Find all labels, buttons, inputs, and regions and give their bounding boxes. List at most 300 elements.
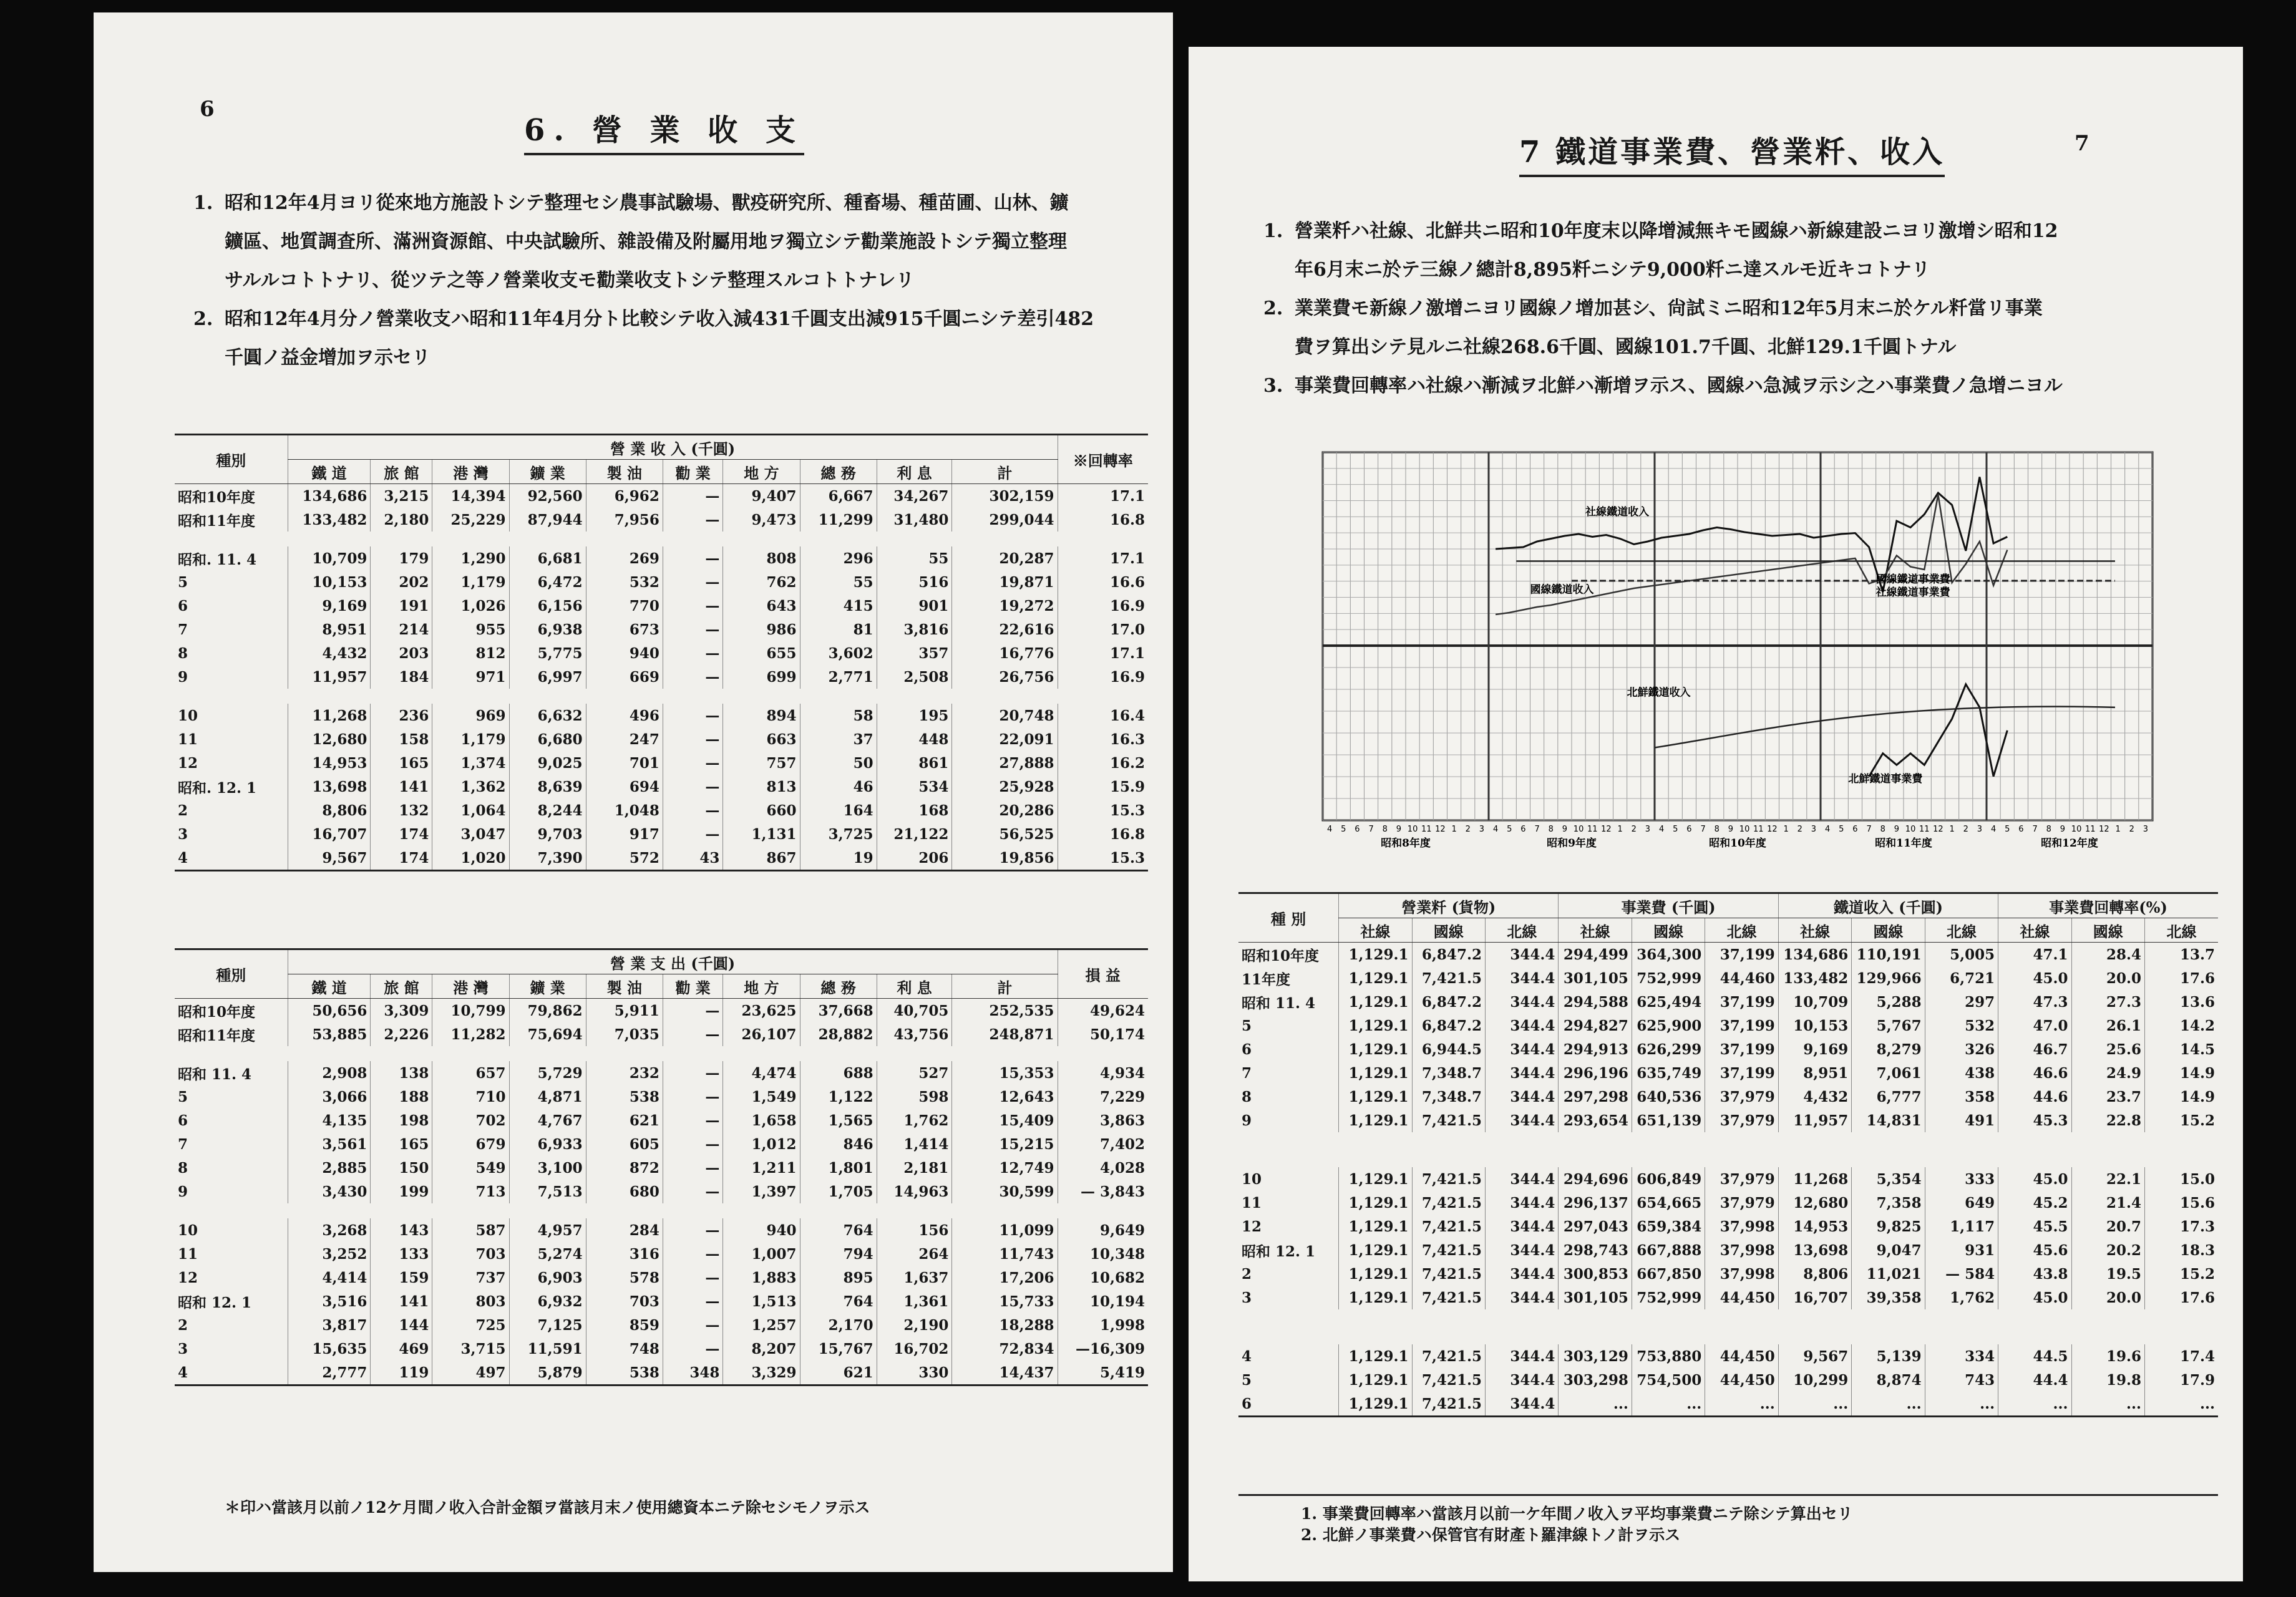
table-row (1238, 1238, 2218, 1262)
cell: 12,680 (1778, 1191, 1851, 1215)
cell: 11,957 (288, 665, 371, 689)
cell: 680 (586, 1180, 663, 1203)
month-tick: 2 (1797, 825, 1802, 834)
month-tick: 11 (1587, 825, 1598, 834)
cell: 43 (663, 846, 723, 871)
cell: ... (1559, 1392, 1632, 1417)
cell-extra: 7,402 (1058, 1132, 1148, 1156)
month-tick: 8 (2046, 825, 2051, 834)
cell: 867 (723, 846, 800, 871)
cell: 6,933 (509, 1132, 586, 1156)
month-tick: 6 (1355, 825, 1360, 834)
cell: 4,135 (288, 1109, 371, 1132)
table-row (175, 775, 1148, 798)
cell: 37,668 (800, 999, 877, 1023)
note-text: 業業費モ新線ノ激增ニヨリ國線ノ增加甚シ、尙試ミニ昭和12年5月末ニ於ケル粁當リ事業 (1295, 298, 2043, 319)
cell: 9,025 (509, 751, 586, 775)
cell: 448 (877, 727, 952, 751)
cell: 527 (877, 1061, 952, 1085)
cell: 516 (877, 570, 952, 594)
cell: — (663, 999, 723, 1023)
month-tick: 6 (1686, 825, 1692, 834)
cell: 1,048 (586, 798, 663, 822)
cell: 23.7 (2071, 1085, 2144, 1109)
cell: 15.6 (2145, 1191, 2219, 1215)
note-text: サルルコトトナリ、從ツテ之等ノ營業收支モ勸業收支トシテ整理スルコトトナレリ (225, 269, 915, 291)
cell: — (663, 1156, 723, 1180)
row-label: 3 (178, 1340, 188, 1357)
cell: 663 (723, 727, 800, 751)
cell: 47.3 (1998, 990, 2071, 1014)
month-tick: 3 (1977, 825, 1983, 834)
cell: 14.2 (2145, 1014, 2219, 1037)
row-label: 7 (178, 1135, 188, 1153)
note-text: 事業費回轉率ハ社線ハ漸減ヲ北鮮ハ漸增ヲ示ス、國線ハ急減ヲ示シ之ハ事業費ノ急增ニヨル (1295, 375, 2063, 397)
column-header: 國線 (1852, 918, 1925, 943)
note-line (193, 300, 1094, 339)
note-line (193, 223, 1067, 261)
cell-extra: 10,682 (1058, 1266, 1148, 1289)
table-row (175, 484, 1148, 508)
month-tick: 8 (1880, 825, 1885, 834)
cell: 11,957 (1778, 1109, 1851, 1132)
cell-extra: 5,419 (1058, 1361, 1148, 1386)
cell: 6,667 (800, 484, 877, 508)
note-number: 2. (1263, 298, 1283, 319)
column-header: 社線 (1339, 918, 1412, 943)
month-tick: 10 (2071, 825, 2082, 834)
cell: 8,244 (509, 798, 586, 822)
cell: 37 (800, 727, 877, 751)
cell: 969 (432, 704, 509, 727)
cell: 248,871 (952, 1022, 1058, 1046)
column-header: 旅 館 (371, 974, 432, 999)
cell: 655 (723, 641, 800, 665)
cell: 657 (432, 1061, 509, 1085)
year-label: 昭和12年度 (2041, 837, 2098, 850)
cell: 659,384 (1632, 1215, 1705, 1238)
cell: 1,129.1 (1339, 1368, 1412, 1392)
month-tick: 2 (2129, 825, 2134, 834)
cell: 940 (723, 1218, 800, 1242)
cell: 6,847.2 (1412, 1014, 1485, 1037)
cell: 333 (1925, 1167, 1998, 1191)
cell: 11,743 (952, 1242, 1058, 1266)
cell: 3,268 (288, 1218, 371, 1242)
cell: — (663, 751, 723, 775)
cell: 986 (723, 618, 800, 641)
series-label: 國線鐵道事業費 (1875, 573, 1950, 586)
cell: 752,999 (1632, 1286, 1705, 1309)
cell: 75,694 (509, 1022, 586, 1046)
cell: ... (1852, 1392, 1925, 1417)
cell: 940 (586, 641, 663, 665)
cell: 1,129.1 (1339, 1061, 1412, 1085)
footnote: ＊印ハ當該月以前ノ12ケ月間ノ收入合計金額ヲ當該月末ノ使用總資本ニテ除セシモノヲ示ス (225, 1498, 870, 1517)
cell: 144 (371, 1313, 432, 1337)
row-label: 4 (1242, 1347, 1252, 1365)
row-label: 6 (1238, 1392, 1339, 1417)
cell: 150 (371, 1156, 432, 1180)
cell: 654,665 (1632, 1191, 1705, 1215)
cell: 299,044 (952, 508, 1058, 532)
cell: 532 (1925, 1014, 1998, 1037)
cell: 165 (371, 1132, 432, 1156)
cell: 703 (586, 1289, 663, 1313)
cell: 344.4 (1485, 1037, 1558, 1061)
cell: 44,450 (1705, 1368, 1778, 1392)
cell: 2,170 (800, 1313, 877, 1337)
cell: 3,066 (288, 1085, 371, 1109)
cell: 770 (586, 594, 663, 618)
cell: 344.4 (1485, 966, 1558, 990)
cell: 10,299 (1778, 1368, 1851, 1392)
month-tick: 3 (2143, 825, 2149, 834)
cell: 301,105 (1559, 966, 1632, 990)
cell: 156 (877, 1218, 952, 1242)
cell: 55 (800, 570, 877, 594)
cell: 11,268 (288, 704, 371, 727)
year-label: 昭和10年度 (1709, 837, 1766, 850)
cell: 7,421.5 (1412, 1109, 1485, 1132)
cell: 1,362 (432, 775, 509, 798)
cell: 79,862 (509, 999, 586, 1023)
month-tick: 11 (1753, 825, 1764, 834)
year-label: 昭和8年度 (1381, 837, 1431, 850)
table-row (175, 1266, 1148, 1289)
cell: 44,450 (1705, 1286, 1778, 1309)
group-header: 營 業 支 出 (千圓) (288, 949, 1058, 974)
cell: 37,979 (1705, 1085, 1778, 1109)
month-tick: 12 (1435, 825, 1446, 834)
cell-extra: 15.3 (1058, 798, 1148, 822)
month-tick: 3 (1479, 825, 1485, 834)
cell: 812 (432, 641, 509, 665)
cell: — 584 (1925, 1262, 1998, 1286)
note-number: 1. (1263, 220, 1283, 242)
row-label: 9 (1242, 1112, 1252, 1129)
cell: — (663, 594, 723, 618)
cell: 2,885 (288, 1156, 371, 1180)
cell: 3,516 (288, 1289, 371, 1313)
cell: 14.5 (2145, 1037, 2219, 1061)
note-text: 昭和12年4月分ノ營業收支ハ昭和11年4月分ト比較シテ收入減431千圓支出減915千圓ニシテ差引482 (225, 308, 1094, 330)
cell: 1,007 (723, 1242, 800, 1266)
cell: 673 (586, 618, 663, 641)
cell: 725 (432, 1313, 509, 1337)
cell: 1,290 (432, 546, 509, 570)
cell: 497 (432, 1361, 509, 1386)
line-chart (1298, 440, 2177, 852)
cell: 872 (586, 1156, 663, 1180)
table-row (175, 999, 1148, 1023)
cell-extra: 7,229 (1058, 1085, 1148, 1109)
cell: 1,565 (800, 1109, 877, 1132)
cell: 3,561 (288, 1132, 371, 1156)
cell: 8,806 (288, 798, 371, 822)
row-label: 8 (1242, 1088, 1252, 1105)
cell: 13.6 (2145, 990, 2219, 1014)
cell: 917 (586, 822, 663, 846)
cell: 9,169 (1778, 1037, 1851, 1061)
cell: 469 (371, 1337, 432, 1361)
table-row (175, 846, 1148, 871)
cell: 55 (877, 546, 952, 570)
cell: 24.9 (2071, 1061, 2144, 1085)
cell: 532 (586, 570, 663, 594)
footnote-rule (1238, 1494, 2218, 1496)
note-text: 年6月末ニ於テ三線ノ總計8,895粁ニシテ9,000粁ニ達スルモ近キコトナリ (1295, 259, 1930, 281)
cell: 37,199 (1705, 1014, 1778, 1037)
month-tick: 6 (1852, 825, 1858, 834)
cell: 357 (877, 641, 952, 665)
spacer (175, 532, 1148, 546)
note-line (1263, 328, 1956, 367)
table-row (1238, 1061, 2218, 1085)
cell: 284 (586, 1218, 663, 1242)
cell: 12,643 (952, 1085, 1058, 1109)
cell: 39,358 (1852, 1286, 1925, 1309)
cell: 14,831 (1852, 1109, 1925, 1132)
cell: — (663, 704, 723, 727)
column-header: 總 務 (800, 974, 877, 999)
cell: 7,513 (509, 1180, 586, 1203)
cell: 19 (800, 846, 877, 871)
cell: 7,421.5 (1412, 1262, 1485, 1286)
column-header: 北線 (1705, 918, 1778, 943)
cell: 300,853 (1559, 1262, 1632, 1286)
cell: 188 (371, 1085, 432, 1109)
cell: 27,888 (952, 751, 1058, 775)
cell: 1,020 (432, 846, 509, 871)
month-tick: 10 (1739, 825, 1750, 834)
month-tick: 7 (1700, 825, 1706, 834)
cell: 538 (586, 1085, 663, 1109)
table-row (175, 594, 1148, 618)
cell: 7,421.5 (1412, 1238, 1485, 1262)
cell: 45.6 (1998, 1238, 2071, 1262)
cell: 7,061 (1852, 1061, 1925, 1085)
cell: 813 (723, 775, 800, 798)
cell: 6,632 (509, 704, 586, 727)
group-header: 營業粁 (貨物) (1339, 893, 1559, 918)
cell: 179 (371, 546, 432, 570)
note-line (193, 339, 430, 377)
cell: 133,482 (1778, 966, 1851, 990)
cell: 15.0 (2145, 1167, 2219, 1191)
cell: 159 (371, 1266, 432, 1289)
cell: 1,129.1 (1339, 1037, 1412, 1061)
cell: 2,908 (288, 1061, 371, 1085)
cell: 7,421.5 (1412, 1167, 1485, 1191)
row-label: 6 (178, 1112, 188, 1129)
table-row (175, 618, 1148, 641)
cell: ... (2145, 1392, 2219, 1417)
cell: 1,026 (432, 594, 509, 618)
cell: 1,129.1 (1339, 1344, 1412, 1368)
cell: 247 (586, 727, 663, 751)
income-table (175, 434, 1148, 871)
cell: 344.4 (1485, 1344, 1558, 1368)
table-row (175, 1061, 1148, 1085)
column-header: 地 方 (723, 974, 800, 999)
column-header: 勸 業 (663, 460, 723, 484)
cell: 141 (371, 1289, 432, 1313)
row-label: 5 (178, 573, 188, 591)
cell: 11,268 (1778, 1167, 1851, 1191)
cell: 3,309 (371, 999, 432, 1023)
cell: 713 (432, 1180, 509, 1203)
row-label: 11 (1242, 1194, 1262, 1211)
cell: 1,129.1 (1339, 1109, 1412, 1132)
table-row (175, 1218, 1148, 1242)
cell: 129,966 (1852, 966, 1925, 990)
right-page (1189, 47, 2243, 1581)
cell: 119 (371, 1361, 432, 1386)
cell: 22,091 (952, 727, 1058, 751)
cell: 1,129.1 (1339, 1238, 1412, 1262)
cell: 45.3 (1998, 1109, 2071, 1132)
cell: 5,139 (1852, 1344, 1925, 1368)
cell: 621 (800, 1361, 877, 1386)
spacer (175, 689, 1148, 704)
table-row (175, 1289, 1148, 1313)
cell: 635,749 (1632, 1061, 1705, 1085)
cell: 37,998 (1705, 1238, 1778, 1262)
cell: 1,129.1 (1339, 1014, 1412, 1037)
cell: 20.7 (2071, 1215, 2144, 1238)
month-tick: 9 (1728, 825, 1734, 834)
cell: 491 (1925, 1109, 1998, 1132)
cell: 2,226 (371, 1022, 432, 1046)
note-number: 2. (193, 308, 213, 330)
cell: 87,944 (509, 508, 586, 532)
spacer (1238, 1309, 2218, 1344)
month-tick: 5 (1673, 825, 1678, 834)
cell: 15,353 (952, 1061, 1058, 1085)
cell: 3,816 (877, 618, 952, 641)
cell: 198 (371, 1109, 432, 1132)
cell: 6,680 (509, 727, 586, 751)
cell: 22,616 (952, 618, 1058, 641)
cell: 861 (877, 751, 952, 775)
cell: 27.3 (2071, 990, 2144, 1014)
column-header: 港 灣 (432, 974, 509, 999)
month-tick: 5 (1341, 825, 1346, 834)
cell: 6,997 (509, 665, 586, 689)
cell: 17.9 (2145, 1368, 2219, 1392)
cell: 6,932 (509, 1289, 586, 1313)
cell: 43,756 (877, 1022, 952, 1046)
cell: 20.0 (2071, 966, 2144, 990)
cell: 14.9 (2145, 1085, 2219, 1109)
page-number: 7 (2075, 131, 2089, 156)
group-header: 鐵道收入 (千圓) (1778, 893, 1998, 918)
table-row (1238, 1109, 2218, 1132)
month-tick: 12 (1601, 825, 1612, 834)
cell: 297 (1925, 990, 1998, 1014)
cell: 5,288 (1852, 990, 1925, 1014)
cell: 25,928 (952, 775, 1058, 798)
cell: 168 (877, 798, 952, 822)
cell-extra: 16.8 (1058, 508, 1148, 532)
cell: 438 (1925, 1061, 1998, 1085)
note-line (1263, 289, 2043, 328)
cell: 1,129.1 (1339, 1167, 1412, 1191)
cell: 10,709 (288, 546, 371, 570)
table-row (175, 1085, 1148, 1109)
cell: 643 (723, 594, 800, 618)
cell: 9,473 (723, 508, 800, 532)
cell: 296,196 (1559, 1061, 1632, 1085)
note-number: 1. (193, 192, 213, 214)
row-label: 12 (178, 754, 198, 772)
cell: 1,129.1 (1339, 1262, 1412, 1286)
cell: — (663, 641, 723, 665)
cell-extra: 50,174 (1058, 1022, 1148, 1046)
cell: 3,602 (800, 641, 877, 665)
cell: 1,131 (723, 822, 800, 846)
month-tick: 7 (1534, 825, 1540, 834)
table-row (175, 1361, 1148, 1386)
cell: 3,100 (509, 1156, 586, 1180)
cell: 971 (432, 665, 509, 689)
cell: 334 (1925, 1344, 1998, 1368)
table-row (1238, 1344, 2218, 1368)
cell: 20,287 (952, 546, 1058, 570)
column-header: 社線 (1778, 918, 1851, 943)
cell: ... (1778, 1392, 1851, 1417)
column-header: 鑛 業 (509, 974, 586, 999)
cell-extra: 16.3 (1058, 727, 1148, 751)
cell: 1,801 (800, 1156, 877, 1180)
cell: 762 (723, 570, 800, 594)
table-row (175, 1156, 1148, 1180)
cell-extra: 4,028 (1058, 1156, 1148, 1180)
cell: 5,354 (1852, 1167, 1925, 1191)
cell: 303,129 (1559, 1344, 1632, 1368)
cell: 16,707 (1778, 1286, 1851, 1309)
cell: 7,125 (509, 1313, 586, 1337)
cell: 895 (800, 1266, 877, 1289)
table-row (1238, 1014, 2218, 1037)
cell: 302,159 (952, 484, 1058, 508)
series-label: 北鮮鐵道事業費 (1848, 772, 1923, 785)
cell: 344.4 (1485, 1191, 1558, 1215)
cell: 1,658 (723, 1109, 800, 1132)
footnote-line: 1. 事業費回轉率ハ當該月以前一ケ年間ノ收入ヲ平均事業費ニテ除シテ算出セリ (1301, 1505, 1853, 1523)
row-label: 12 (178, 1269, 198, 1286)
cell: 44,460 (1705, 966, 1778, 990)
cell: 1,513 (723, 1289, 800, 1313)
cell: 16,776 (952, 641, 1058, 665)
cell: 5,005 (1925, 943, 1998, 967)
cell-extra: 16.2 (1058, 751, 1148, 775)
cell: ... (1705, 1392, 1778, 1417)
cell: 37,998 (1705, 1215, 1778, 1238)
row-label: 昭和10年度 (178, 488, 256, 506)
cell: 5,911 (586, 999, 663, 1023)
cell-extra: 17.1 (1058, 546, 1148, 570)
cell: 1,374 (432, 751, 509, 775)
row-label: 昭和11年度 (178, 1027, 256, 1044)
month-tick: 4 (1492, 825, 1499, 834)
cell-extra: 17.1 (1058, 641, 1148, 665)
cell: 20,286 (952, 798, 1058, 822)
cell: 1,179 (432, 570, 509, 594)
month-tick: 5 (2005, 825, 2010, 834)
cell: 44.4 (1998, 1368, 2071, 1392)
